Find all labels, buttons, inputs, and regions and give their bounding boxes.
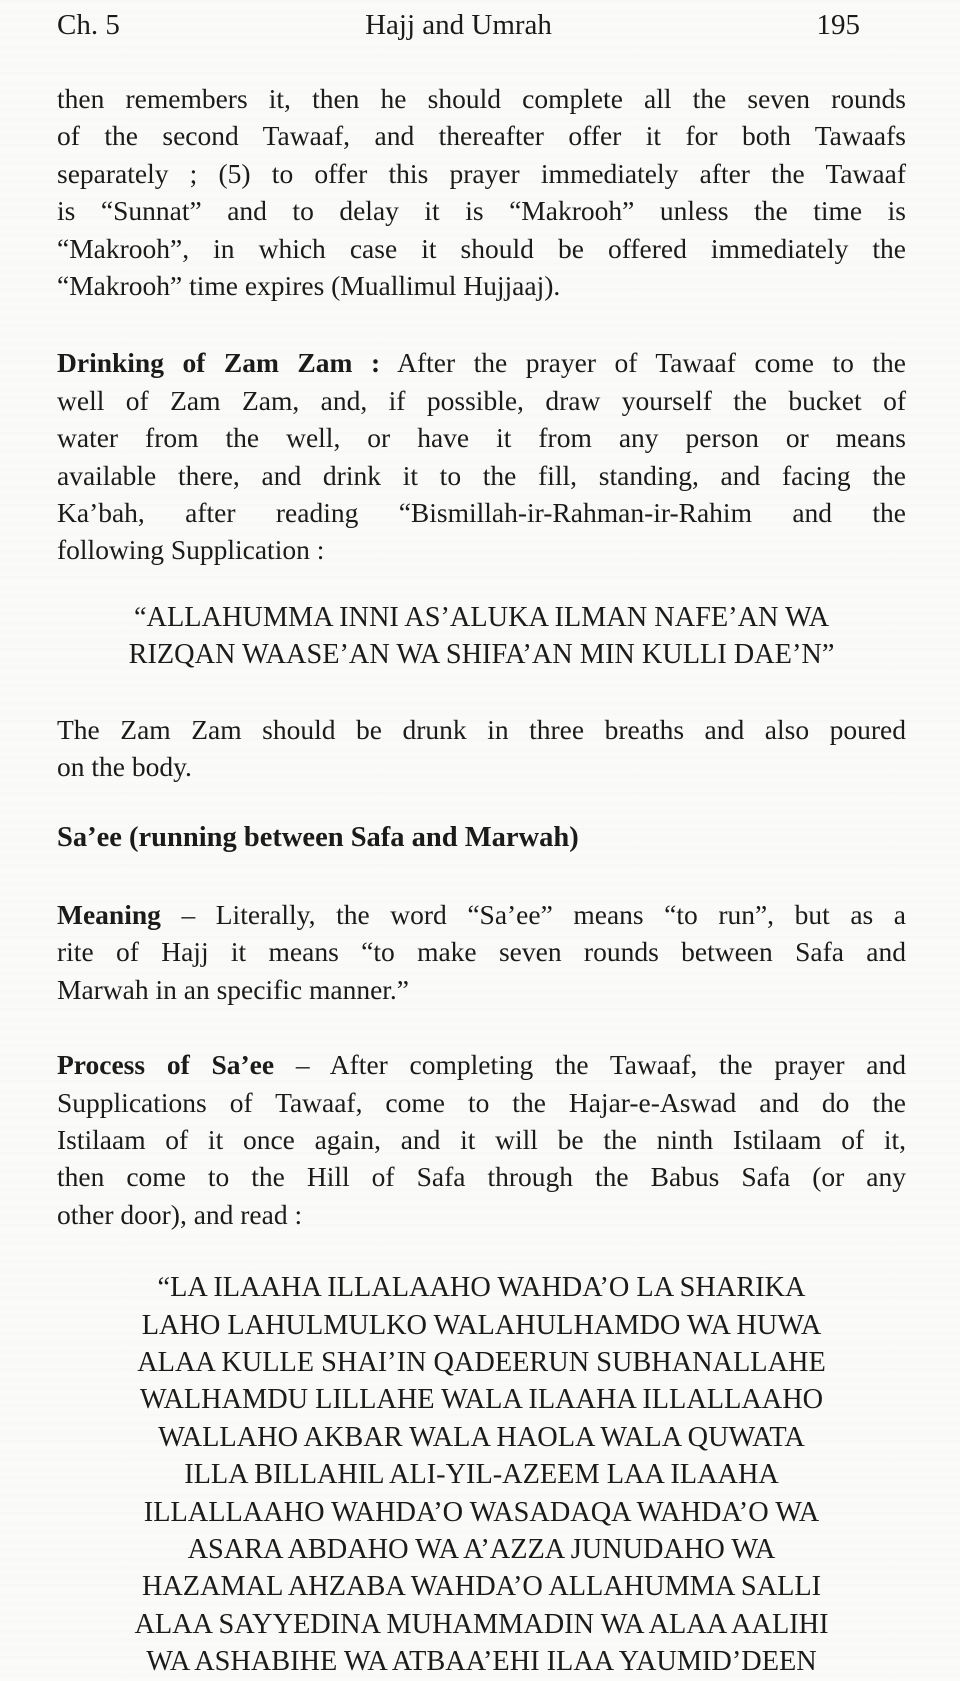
paragraph-continuation <box>57 80 906 304</box>
supplication-line: LAHO LAHULMULKO WALAHULHAMDO WA HUWA <box>141 1309 822 1341</box>
meaning-paragraph <box>57 896 906 1008</box>
saee-section-heading: Sa’ee (running between Safa and Marwah) <box>57 821 579 853</box>
supplication-line: ALAA SAYYEDINA MUHAMMADIN WA ALAA AALIHI <box>134 1608 829 1640</box>
text-line: separately ; (5) to offer this prayer immediately after the Tawaaf <box>57 157 906 189</box>
text-line: then come to the Hill of Safa through the Babus Safa (or any <box>57 1161 906 1193</box>
page-title: Hajj and Umrah <box>365 9 552 41</box>
supplication-zamzam <box>57 599 906 674</box>
supplication-line: ILLA BILLAHIL ALI-YIL-AZEEM LAA ILAAHA <box>184 1459 779 1491</box>
text-line <box>57 896 906 933</box>
text-line: The Zam Zam should be drunk in three breaths and also poured <box>57 713 906 745</box>
text-line: Istilaam of it once again, and it will be the ninth Istilaam of it, <box>57 1123 906 1155</box>
chapter-label: Ch. 5 <box>57 9 120 41</box>
text-line: “Makrooh” time expires (Muallimul Hujjaaj). <box>57 270 561 302</box>
text-line: “Makrooh”, in which case it should be offered immediately the <box>57 232 906 264</box>
page-body <box>0 80 960 1681</box>
section-lead-rest: – After completing the Tawaaf, the prayer and <box>274 1049 906 1081</box>
page-header <box>0 0 960 43</box>
text-line: other door), and read : <box>57 1198 303 1230</box>
supplication-line: “ALLAHUMMA INNI AS’ALUKA ILMAN NAFE’AN WA <box>133 601 830 633</box>
text-line <box>57 344 906 381</box>
process-paragraph <box>57 1046 906 1233</box>
zamzam-note <box>57 711 906 786</box>
section-lead-rest: – Literally, the word “Sa’ee” means “to run”, but as a <box>160 898 906 930</box>
text-line: Marwah in an specific manner.” <box>57 973 410 1005</box>
supplication-line: WALLAHO AKBAR WALA HAOLA WALA QUWATA <box>158 1421 805 1453</box>
text-line: following Supplication : <box>57 534 325 566</box>
text-line: is “Sunnat” and to delay it is “Makrooh” unless the time is <box>57 195 906 227</box>
supplication-line: WA ASHABIHE WA ATBAA’EHI ILAA YAUMID’DEEN <box>146 1646 817 1678</box>
supplication-line: ILLALLAAHO WAHDA’O WASADAQA WAHDA’O WA <box>143 1496 820 1528</box>
section-lead-rest: After the prayer of Tawaaf come to the <box>380 347 907 379</box>
section-lead-bold: Drinking of Zam Zam : <box>57 347 381 379</box>
supplication-safa <box>57 1269 906 1680</box>
page-number: 195 <box>816 9 860 41</box>
text-line: on the body. <box>57 751 192 783</box>
text-line: rite of Hajj it means “to make seven rounds between Safa and <box>57 936 906 968</box>
text-line: then remembers it, then he should complete all the seven rounds <box>57 83 906 114</box>
supplication-line: HAZAMAL AHZABA WAHDA’O ALLAHUMMA SALLI <box>141 1571 822 1603</box>
supplication-line: RIZQAN WAASE’AN WA SHIFA’AN MIN KULLI DAE’N” <box>128 639 835 671</box>
text-line: Supplications of Tawaaf, come to the Hajar-e-Aswad and do the <box>57 1086 906 1118</box>
supplication-line: ASARA ABDAHO WA A’AZZA JUNUDAHO WA <box>187 1534 776 1565</box>
text-line: well of Zam Zam, and, if possible, draw yourself the bucket of <box>57 384 906 416</box>
supplication-line: WALHAMDU LILLAHE WALA ILAAHA ILLALLAAHO <box>139 1384 824 1416</box>
section-lead-bold: Meaning <box>57 898 161 930</box>
text-line: Ka’bah, after reading “Bismillah-ir-Rahman-ir-Rahim and the <box>57 497 906 529</box>
text-line: available there, and drink it to the fill, standing, and facing the <box>57 459 906 491</box>
supplication-line: ALAA KULLE SHAI’IN QADEERUN SUBHANALLAHE <box>137 1346 826 1378</box>
text-line <box>57 1046 906 1083</box>
supplication-line: “LA ILAAHA ILLALAAHO WAHDA’O LA SHARIKA <box>157 1272 806 1304</box>
text-line: water from the well, or have it from any person or means <box>57 422 906 454</box>
section-lead-bold: Process of Sa’ee <box>57 1049 275 1081</box>
text-line: of the second Tawaaf, and thereafter offer it for both Tawaafs <box>57 120 906 152</box>
section-drinking-zamzam <box>57 344 906 568</box>
